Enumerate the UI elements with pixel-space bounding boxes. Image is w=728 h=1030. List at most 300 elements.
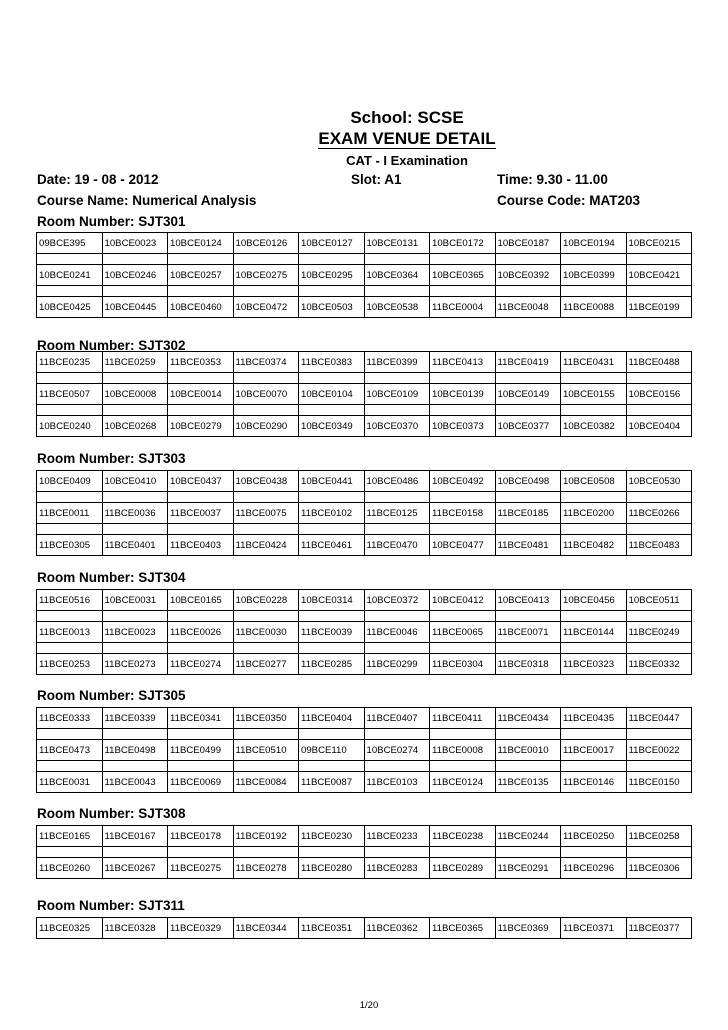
student-id-cell: 11BCE0350 [233, 708, 299, 729]
student-id-cell: 10BCE0008 [102, 384, 168, 405]
student-id-cell: 11BCE0165 [37, 826, 103, 847]
row-spacer [37, 847, 692, 858]
spacer-cell [364, 254, 430, 265]
spacer-cell [364, 611, 430, 622]
student-id-cell: 10BCE0392 [495, 265, 561, 286]
student-id-cell: 11BCE0043 [102, 772, 168, 793]
student-id-cell: 11BCE0431 [561, 352, 627, 373]
student-id-cell: 10BCE0240 [37, 416, 103, 437]
spacer-cell [168, 847, 234, 858]
spacer-cell [37, 373, 103, 384]
student-id-cell: 11BCE0233 [364, 826, 430, 847]
school-title: School: SCSE [350, 108, 464, 127]
table-row [37, 384, 692, 405]
document-title [0, 129, 728, 149]
spacer-cell [495, 254, 561, 265]
student-id-cell: 10BCE0215 [626, 233, 692, 254]
student-id-cell: 10BCE0290 [233, 416, 299, 437]
spacer-cell [168, 492, 234, 503]
spacer-cell [299, 373, 365, 384]
student-id-cell: 11BCE0125 [364, 503, 430, 524]
spacer-cell [102, 405, 168, 416]
student-id-cell: 10BCE0279 [168, 416, 234, 437]
spacer-cell [102, 729, 168, 740]
spacer-cell [168, 729, 234, 740]
student-id-cell: 10BCE0412 [430, 590, 496, 611]
spacer-cell [37, 492, 103, 503]
spacer-cell [102, 492, 168, 503]
spacer-cell [168, 373, 234, 384]
student-id-cell: 11BCE0299 [364, 654, 430, 675]
student-id-cell: 11BCE0022 [626, 740, 692, 761]
table-row [37, 772, 692, 793]
student-id-cell: 11BCE0488 [626, 352, 692, 373]
student-id-cell: 11BCE0275 [168, 858, 234, 879]
student-id-cell: 11BCE0185 [495, 503, 561, 524]
spacer-cell [364, 286, 430, 297]
room-table [36, 825, 692, 879]
spacer-cell [37, 254, 103, 265]
student-id-cell: 11BCE0075 [233, 503, 299, 524]
student-id-cell: 11BCE0383 [299, 352, 365, 373]
spacer-cell [364, 847, 430, 858]
table-row [37, 297, 692, 318]
row-spacer [37, 286, 692, 297]
student-id-cell: 10BCE0124 [168, 233, 234, 254]
student-id-cell: 11BCE0328 [102, 918, 168, 939]
student-id-cell: 11BCE0048 [495, 297, 561, 318]
spacer-cell [626, 492, 692, 503]
student-id-cell: 11BCE0026 [168, 622, 234, 643]
student-id-cell: 10BCE0268 [102, 416, 168, 437]
student-id-cell: 11BCE0401 [102, 535, 168, 556]
spacer-cell [364, 761, 430, 772]
spacer-cell [495, 492, 561, 503]
spacer-cell [495, 847, 561, 858]
student-id-cell: 10BCE0187 [495, 233, 561, 254]
student-id-cell: 10BCE0228 [233, 590, 299, 611]
student-id-cell: 11BCE0285 [299, 654, 365, 675]
spacer-cell [430, 286, 496, 297]
student-id-cell: 11BCE0266 [626, 503, 692, 524]
spacer-cell [626, 286, 692, 297]
exam-name: CAT - I Examination [346, 153, 468, 168]
spacer-cell [364, 643, 430, 654]
student-id-cell: 10BCE0409 [37, 471, 103, 492]
spacer-cell [102, 373, 168, 384]
student-id-cell: 11BCE0103 [364, 772, 430, 793]
row-spacer [37, 492, 692, 503]
student-id-cell: 10BCE0131 [364, 233, 430, 254]
student-id-cell: 11BCE0039 [299, 622, 365, 643]
student-id-cell: 10BCE0373 [430, 416, 496, 437]
student-id-cell: 11BCE0036 [102, 503, 168, 524]
spacer-cell [626, 254, 692, 265]
spacer-cell [102, 761, 168, 772]
spacer-cell [299, 729, 365, 740]
spacer-cell [168, 286, 234, 297]
student-id-cell: 10BCE0023 [102, 233, 168, 254]
student-id-cell: 10BCE0149 [495, 384, 561, 405]
spacer-cell [561, 729, 627, 740]
table-row [37, 535, 692, 556]
student-id-cell: 11BCE0332 [626, 654, 692, 675]
spacer-cell [430, 254, 496, 265]
spacer-cell [561, 254, 627, 265]
student-id-cell: 10BCE0127 [299, 233, 365, 254]
row-spacer [37, 524, 692, 535]
student-id-cell: 10BCE0372 [364, 590, 430, 611]
student-id-cell: 09BCE110 [299, 740, 365, 761]
spacer-cell [430, 847, 496, 858]
row-spacer [37, 761, 692, 772]
student-id-cell: 11BCE0010 [495, 740, 561, 761]
student-id-cell: 11BCE0200 [561, 503, 627, 524]
student-id-cell: 11BCE0339 [102, 708, 168, 729]
spacer-cell [233, 643, 299, 654]
student-id-cell: 11BCE0259 [102, 352, 168, 373]
course-name: Course Name: Numerical Analysis [37, 193, 257, 208]
spacer-cell [561, 611, 627, 622]
spacer-cell [37, 761, 103, 772]
spacer-cell [168, 761, 234, 772]
student-id-cell: 10BCE0194 [561, 233, 627, 254]
student-id-cell: 10BCE0104 [299, 384, 365, 405]
table-row [37, 622, 692, 643]
spacer-cell [561, 524, 627, 535]
spacer-cell [233, 847, 299, 858]
student-id-cell: 11BCE0065 [430, 622, 496, 643]
student-id-cell: 11BCE0483 [626, 535, 692, 556]
spacer-cell [37, 729, 103, 740]
spacer-cell [299, 761, 365, 772]
spacer-cell [626, 405, 692, 416]
student-id-cell: 11BCE0158 [430, 503, 496, 524]
spacer-cell [495, 524, 561, 535]
exam-slot: Slot: A1 [351, 172, 402, 187]
spacer-cell [430, 405, 496, 416]
spacer-cell [168, 611, 234, 622]
student-id-cell: 10BCE0472 [233, 297, 299, 318]
room-heading: Room Number: SJT311 [37, 898, 185, 913]
room-table [36, 917, 692, 939]
student-id-cell: 11BCE0323 [561, 654, 627, 675]
student-id-cell: 10BCE0456 [561, 590, 627, 611]
student-id-cell: 11BCE0306 [626, 858, 692, 879]
student-id-cell: 10BCE0404 [626, 416, 692, 437]
student-id-cell: 10BCE0370 [364, 416, 430, 437]
spacer-cell [233, 254, 299, 265]
student-id-cell: 10BCE0031 [102, 590, 168, 611]
student-id-cell: 11BCE0192 [233, 826, 299, 847]
student-id-cell: 10BCE0437 [168, 471, 234, 492]
student-id-cell: 11BCE0318 [495, 654, 561, 675]
spacer-cell [299, 405, 365, 416]
spacer-cell [299, 847, 365, 858]
student-id-cell: 11BCE0235 [37, 352, 103, 373]
room-heading: Room Number: SJT308 [37, 806, 186, 821]
row-spacer [37, 405, 692, 416]
exam-time: Time: 9.30 - 11.00 [497, 172, 608, 187]
student-id-cell: 11BCE0011 [37, 503, 103, 524]
student-id-cell: 11BCE0146 [561, 772, 627, 793]
row-spacer [37, 254, 692, 265]
room-heading: Room Number: SJT304 [37, 570, 186, 585]
row-spacer [37, 611, 692, 622]
student-id-cell: 11BCE0516 [37, 590, 103, 611]
spacer-cell [102, 254, 168, 265]
student-id-cell: 11BCE0413 [430, 352, 496, 373]
student-id-cell: 11BCE0329 [168, 918, 234, 939]
student-id-cell: 10BCE0070 [233, 384, 299, 405]
student-id-cell: 10BCE0382 [561, 416, 627, 437]
spacer-cell [364, 492, 430, 503]
student-id-cell: 11BCE0325 [37, 918, 103, 939]
spacer-cell [233, 524, 299, 535]
student-id-cell: 10BCE0399 [561, 265, 627, 286]
spacer-cell [37, 643, 103, 654]
student-id-cell: 11BCE0291 [495, 858, 561, 879]
student-id-cell: 11BCE0274 [168, 654, 234, 675]
student-id-cell: 11BCE0351 [299, 918, 365, 939]
spacer-cell [561, 643, 627, 654]
student-id-cell: 10BCE0155 [561, 384, 627, 405]
student-id-cell: 11BCE0461 [299, 535, 365, 556]
table-row [37, 708, 692, 729]
student-id-cell: 11BCE0278 [233, 858, 299, 879]
student-id-cell: 11BCE0304 [430, 654, 496, 675]
student-id-cell: 11BCE0088 [561, 297, 627, 318]
student-id-cell: 10BCE0275 [233, 265, 299, 286]
spacer-cell [168, 524, 234, 535]
student-id-cell: 11BCE0403 [168, 535, 234, 556]
student-id-cell: 10BCE0530 [626, 471, 692, 492]
student-id-cell: 10BCE0413 [495, 590, 561, 611]
student-id-cell: 11BCE0419 [495, 352, 561, 373]
student-id-cell: 11BCE0344 [233, 918, 299, 939]
student-id-cell: 10BCE0477 [430, 535, 496, 556]
student-id-cell: 10BCE0295 [299, 265, 365, 286]
spacer-cell [233, 373, 299, 384]
student-id-cell: 11BCE0258 [626, 826, 692, 847]
student-id-cell: 11BCE0404 [299, 708, 365, 729]
student-id-cell: 11BCE0135 [495, 772, 561, 793]
student-id-cell: 11BCE0289 [430, 858, 496, 879]
spacer-cell [299, 524, 365, 535]
spacer-cell [626, 524, 692, 535]
student-id-cell: 11BCE0481 [495, 535, 561, 556]
spacer-cell [626, 729, 692, 740]
room-heading: Room Number: SJT303 [37, 451, 186, 466]
spacer-cell [430, 373, 496, 384]
table-row [37, 265, 692, 286]
spacer-cell [233, 611, 299, 622]
student-id-cell: 10BCE0257 [168, 265, 234, 286]
student-id-cell: 11BCE0037 [168, 503, 234, 524]
student-id-cell: 09BCE395 [37, 233, 103, 254]
page-number: 1/20 [359, 1000, 379, 1011]
spacer-cell [364, 405, 430, 416]
spacer-cell [233, 286, 299, 297]
student-id-cell: 10BCE0441 [299, 471, 365, 492]
student-id-cell: 11BCE0434 [495, 708, 561, 729]
student-id-cell: 11BCE0499 [168, 740, 234, 761]
student-id-cell: 10BCE0014 [168, 384, 234, 405]
student-id-cell: 11BCE0199 [626, 297, 692, 318]
spacer-cell [233, 761, 299, 772]
student-id-cell: 10BCE0241 [37, 265, 103, 286]
spacer-cell [626, 643, 692, 654]
room-table [36, 470, 692, 556]
spacer-cell [233, 492, 299, 503]
row-spacer [37, 729, 692, 740]
spacer-cell [299, 611, 365, 622]
student-id-cell: 11BCE0447 [626, 708, 692, 729]
spacer-cell [626, 611, 692, 622]
student-id-cell: 11BCE0069 [168, 772, 234, 793]
table-row [37, 416, 692, 437]
spacer-cell [495, 761, 561, 772]
spacer-cell [299, 254, 365, 265]
student-id-cell: 11BCE0124 [430, 772, 496, 793]
student-id-cell: 10BCE0508 [561, 471, 627, 492]
document-title-text: EXAM VENUE DETAIL [318, 129, 496, 148]
table-row [37, 740, 692, 761]
student-id-cell: 11BCE0030 [233, 622, 299, 643]
student-id-cell: 11BCE0280 [299, 858, 365, 879]
student-id-cell: 10BCE0498 [495, 471, 561, 492]
student-id-cell: 11BCE0277 [233, 654, 299, 675]
spacer-cell [430, 643, 496, 654]
spacer-cell [37, 524, 103, 535]
room-heading: Room Number: SJT301 [37, 214, 186, 229]
spacer-cell [364, 729, 430, 740]
student-id-cell: 11BCE0260 [37, 858, 103, 879]
student-id-cell: 11BCE0253 [37, 654, 103, 675]
spacer-cell [561, 373, 627, 384]
student-id-cell: 10BCE0172 [430, 233, 496, 254]
spacer-cell [37, 286, 103, 297]
student-id-cell: 10BCE0364 [364, 265, 430, 286]
student-id-cell: 10BCE0377 [495, 416, 561, 437]
student-id-cell: 10BCE0421 [626, 265, 692, 286]
student-id-cell: 11BCE0144 [561, 622, 627, 643]
spacer-cell [430, 729, 496, 740]
student-id-cell: 11BCE0244 [495, 826, 561, 847]
student-id-cell: 11BCE0023 [102, 622, 168, 643]
table-row [37, 503, 692, 524]
table-row [37, 471, 692, 492]
spacer-cell [430, 492, 496, 503]
student-id-cell: 11BCE0238 [430, 826, 496, 847]
table-row [37, 858, 692, 879]
student-id-cell: 11BCE0084 [233, 772, 299, 793]
student-id-cell: 11BCE0507 [37, 384, 103, 405]
student-id-cell: 11BCE0305 [37, 535, 103, 556]
student-id-cell: 11BCE0087 [299, 772, 365, 793]
student-id-cell: 10BCE0503 [299, 297, 365, 318]
student-id-cell: 10BCE0460 [168, 297, 234, 318]
student-id-cell: 11BCE0267 [102, 858, 168, 879]
student-id-cell: 11BCE0470 [364, 535, 430, 556]
student-id-cell: 11BCE0167 [102, 826, 168, 847]
student-id-cell: 11BCE0362 [364, 918, 430, 939]
student-id-cell: 11BCE0031 [37, 772, 103, 793]
spacer-cell [102, 847, 168, 858]
student-id-cell: 11BCE0374 [233, 352, 299, 373]
spacer-cell [430, 524, 496, 535]
spacer-cell [37, 611, 103, 622]
student-id-cell: 11BCE0178 [168, 826, 234, 847]
spacer-cell [495, 405, 561, 416]
spacer-cell [561, 286, 627, 297]
student-id-cell: 11BCE0399 [364, 352, 430, 373]
student-id-cell: 10BCE0425 [37, 297, 103, 318]
spacer-cell [561, 492, 627, 503]
spacer-cell [299, 643, 365, 654]
student-id-cell: 11BCE0482 [561, 535, 627, 556]
student-id-cell: 11BCE0407 [364, 708, 430, 729]
spacer-cell [102, 611, 168, 622]
student-id-cell: 11BCE0498 [102, 740, 168, 761]
student-id-cell: 11BCE0510 [233, 740, 299, 761]
table-row [37, 233, 692, 254]
student-id-cell: 11BCE0249 [626, 622, 692, 643]
spacer-cell [168, 254, 234, 265]
spacer-cell [626, 373, 692, 384]
room-heading: Room Number: SJT302 [37, 338, 186, 353]
course-code: Course Code: MAT203 [497, 193, 641, 208]
spacer-cell [561, 405, 627, 416]
row-spacer [37, 643, 692, 654]
spacer-cell [37, 847, 103, 858]
spacer-cell [233, 729, 299, 740]
spacer-cell [495, 643, 561, 654]
spacer-cell [430, 611, 496, 622]
student-id-cell: 11BCE0377 [626, 918, 692, 939]
student-id-cell: 11BCE0250 [561, 826, 627, 847]
student-id-cell: 11BCE0046 [364, 622, 430, 643]
student-id-cell: 10BCE0511 [626, 590, 692, 611]
table-row [37, 590, 692, 611]
student-id-cell: 10BCE0538 [364, 297, 430, 318]
student-id-cell: 11BCE0102 [299, 503, 365, 524]
spacer-cell [233, 405, 299, 416]
student-id-cell: 11BCE0473 [37, 740, 103, 761]
spacer-cell [299, 492, 365, 503]
row-spacer [37, 373, 692, 384]
spacer-cell [626, 761, 692, 772]
student-id-cell: 11BCE0333 [37, 708, 103, 729]
room-table [36, 707, 692, 793]
student-id-cell: 11BCE0150 [626, 772, 692, 793]
student-id-cell: 10BCE0126 [233, 233, 299, 254]
student-id-cell: 11BCE0435 [561, 708, 627, 729]
spacer-cell [561, 847, 627, 858]
student-id-cell: 11BCE0341 [168, 708, 234, 729]
student-id-cell: 10BCE0365 [430, 265, 496, 286]
student-id-cell: 11BCE0365 [430, 918, 496, 939]
table-row [37, 826, 692, 847]
spacer-cell [495, 729, 561, 740]
spacer-cell [364, 373, 430, 384]
spacer-cell [495, 611, 561, 622]
spacer-cell [299, 286, 365, 297]
student-id-cell: 11BCE0371 [561, 918, 627, 939]
student-id-cell: 11BCE0004 [430, 297, 496, 318]
spacer-cell [495, 373, 561, 384]
student-id-cell: 10BCE0156 [626, 384, 692, 405]
